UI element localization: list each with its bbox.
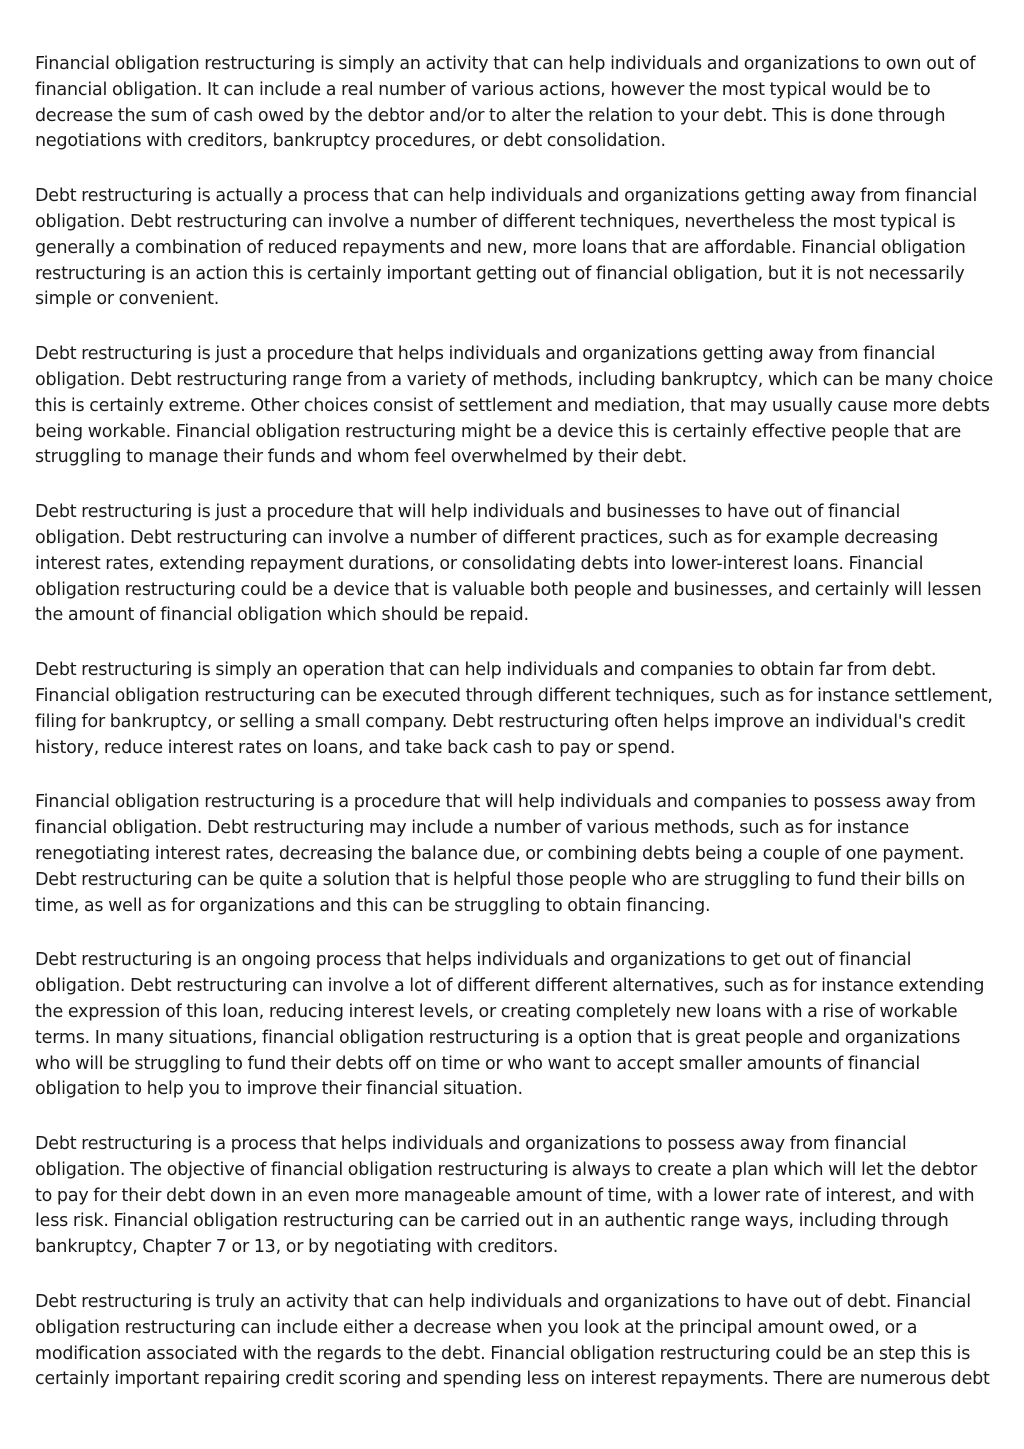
document-body — [35, 52, 995, 1422]
paragraph-3: Debt restructuring is just a procedure that helps individuals and organizations getting away from financial obligation. Debt restructuring range from a variety of methods, including bankruptcy, which can be many choice this is certainly extreme. Other choices consist of settlement and mediation, that may usually cause more debts being workable. Financial obligation restructuring might be a device this is certainly effective people that are struggling to manage their funds and whom feel overwhelmed by their debt. — [35, 344, 994, 468]
paragraph-2: Debt restructuring is actually a process that can help individuals and organizations getting away from financial obligation. Debt restructuring can involve a number of different techniques, nevertheless the most typical is generally a combination of reduced repayments and new, more loans that are affordable. Financial obligation restructuring is an action this is certainly important getting out of financial obligation, but it is not necessarily simple or convenient. — [35, 186, 978, 310]
paragraph-1: Financial obligation restructuring is simply an activity that can help individuals and organizations to own out of financial obligation. It can include a real number of various actions, however the most typical would be to decrease the sum of cash owed by the debtor and/or to alter the relation to your debt. This is done through negotiations with creditors, bankruptcy procedures, or debt consolidation. — [35, 54, 976, 152]
paragraph-9: Debt restructuring is truly an activity that can help individuals and organizations to have out of debt. Financial obligation restructuring can include either a decrease when you look at the principal amount owed, or a modification associated with the regards to the debt. Financial obligation restructuring could be an step this is certainly important repairing credit scoring and spending less on interest repayments. There are numerous debt — [35, 1292, 990, 1390]
paragraph-8: Debt restructuring is a process that helps individuals and organizations to possess away from financial obligation. The objective of financial obligation restructuring is always to create a plan which will let the debtor to pay for their debt down in an even more manageable amount of time, with a lower rate of interest, and with less risk. Financial obligation restructuring can be carried out in an authentic range ways, including through bankruptcy, Chapter 7 or 13, or by negotiating with creditors. — [35, 1134, 978, 1258]
paragraph-7: Debt restructuring is an ongoing process that helps individuals and organizations to get out of financial obligation. Debt restructuring can involve a lot of different different alternatives, such as for instance extending the expression of this loan, reducing interest levels, or creating completely new loans with a rise of workable terms. In many situations, financial obligation restructuring is a option that is great people and organizations who will be struggling to fund their debts off on time or who want to accept smaller amounts of financial obligation to help you to improve their financial situation. — [35, 950, 985, 1100]
paragraph-6: Financial obligation restructuring is a procedure that will help individuals and companies to possess away from financial obligation. Debt restructuring may include a number of various methods, such as for instance renegotiating interest rates, decreasing the balance due, or combining debts being a couple of one payment. Debt restructuring can be quite a solution that is helpful those people who are struggling to fund their bills on time, as well as for organizations and this can be struggling to obtain financing. — [35, 792, 976, 916]
paragraph-5: Debt restructuring is simply an operation that can help individuals and companies to obtain far from debt. Financial obligation restructuring can be executed through different techniques, such as for instance settlement, filing for bankruptcy, or selling a small company. Debt restructuring often helps improve an individual's credit history, reduce interest rates on loans, and take back cash to pay or spend. — [35, 660, 993, 758]
paragraph-4: Debt restructuring is just a procedure that will help individuals and businesses to have out of financial obligation. Debt restructuring can involve a number of different practices, such as for example decreasing interest rates, extending repayment durations, or consolidating debts into lower-interest loans. Financial obligation restructuring could be a device that is valuable both people and businesses, and certainly will lessen the amount of financial obligation which should be repaid. — [35, 502, 982, 626]
